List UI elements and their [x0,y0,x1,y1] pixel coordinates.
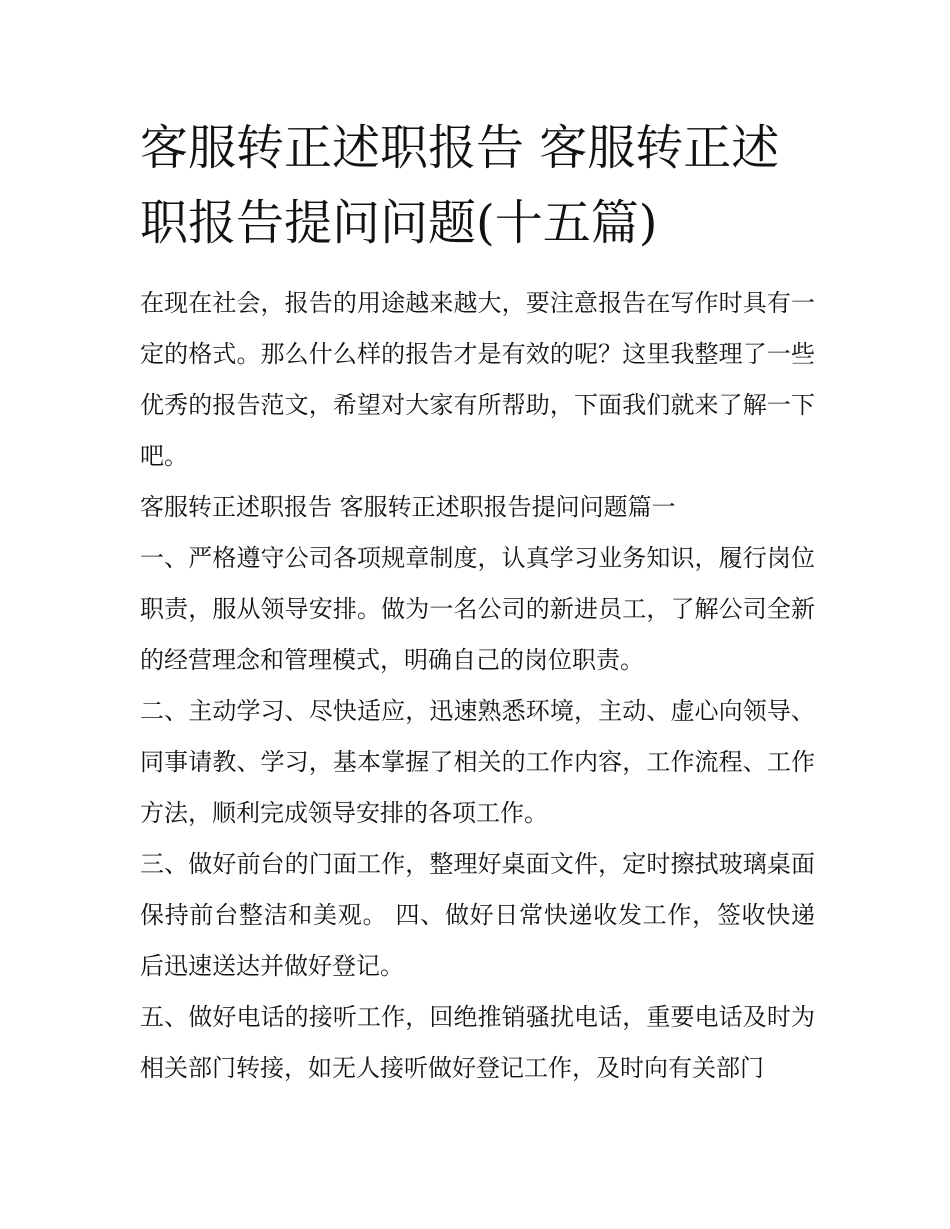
document-body [140,278,815,1094]
document-title: 客服转正述职报告 客服转正述职报告提问问题(十五篇) [140,120,780,251]
section-heading: 客服转正述职报告 客服转正述职报告提问问题篇一 [140,493,676,521]
body-paragraph-4: 五、做好电话的接听工作，回绝推销骚扰电话，重要电话及时为相关部门转接，如无人接听做好登记工作，及时向有关部门 [140,1003,815,1082]
body-paragraph-3: 三、做好前台的门面工作，整理好桌面文件，定时擦拭玻璃桌面保持前台整洁和美观。 四、做好日常快递收发工作，签收快递后迅速送达并做好登记。 [140,850,815,980]
intro-paragraph: 在现在社会，报告的用途越来越大，要注意报告在写作时具有一定的格式。那么什么样的报告才是有效的呢？这里我整理了一些优秀的报告范文，希望对大家有所帮助，下面我们就来了解一下吧。 [140,289,815,470]
body-paragraph-1: 一、严格遵守公司各项规章制度，认真学习业务知识，履行岗位职责，服从领导安排。做为一名公司的新进员工，了解公司全新的经营理念和管理模式，明确自己的岗位职责。 [140,544,815,674]
body-paragraph-2: 二、主动学习、尽快适应，迅速熟悉环境，主动、虚心向领导、同事请教、学习，基本掌握了相关的工作内容，工作流程、工作方法，顺利完成领导安排的各项工作。 [140,697,815,827]
